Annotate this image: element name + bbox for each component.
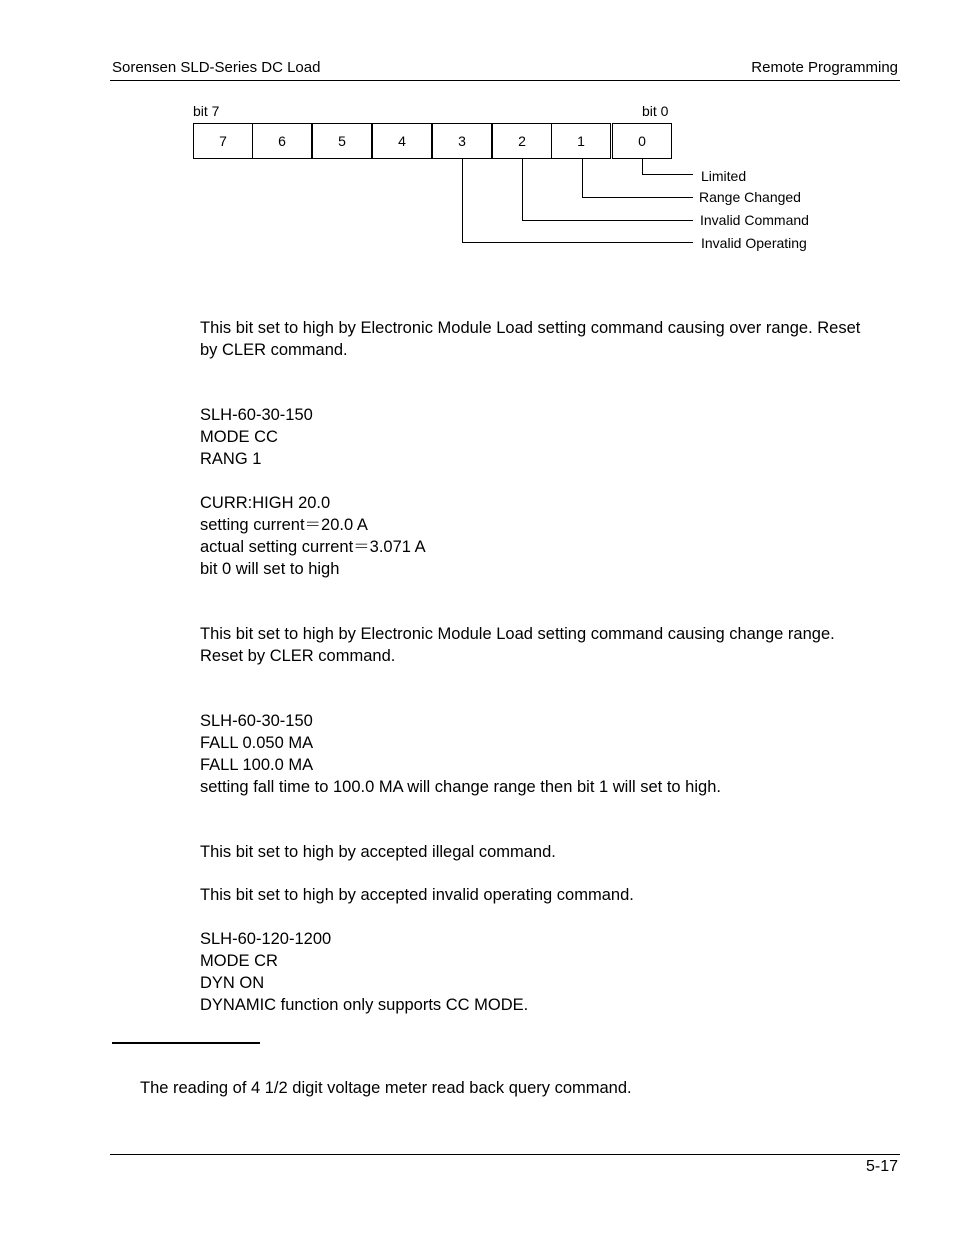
bit-cell-0: 0 bbox=[612, 123, 672, 159]
bit0-label: bit 0 bbox=[642, 103, 669, 119]
invalid-command-description: This bit set to high by accepted illegal command. bbox=[200, 843, 556, 861]
limited-example-result: CURR:HIGH 20.0 setting current＝20.0 A actual setting current＝3.071 A bit 0 will set to high bbox=[200, 494, 426, 578]
bit-cell-2: 2 bbox=[492, 123, 552, 159]
limited-example: SLH-60-30-150 MODE CC RANG 1 bbox=[200, 406, 313, 468]
bit-cell-6: 6 bbox=[252, 123, 312, 159]
bit-cell-1: 1 bbox=[551, 123, 611, 159]
leader-line-bit0 bbox=[643, 159, 694, 175]
header-title: Sorensen SLD-Series DC Load bbox=[112, 59, 321, 76]
leader-line-bit2 bbox=[523, 159, 694, 221]
invalid-operating-description: This bit set to high by accepted invalid operating command. bbox=[200, 886, 634, 904]
limited-description: This bit set to high by Electronic Module Load setting command causing over range. Reset by CLER command. bbox=[200, 319, 861, 359]
leader-line-bit3 bbox=[463, 159, 694, 243]
bit-cell-3: 3 bbox=[432, 123, 492, 159]
invalid-operating-example: SLH-60-120-1200 MODE CR DYN ON DYNAMIC function only supports CC MODE. bbox=[200, 930, 529, 1014]
label-invalid-operating: Invalid Operating bbox=[701, 235, 807, 251]
section-divider bbox=[112, 1042, 260, 1044]
label-range-changed: Range Changed bbox=[699, 189, 801, 205]
leader-line-bit1 bbox=[583, 159, 694, 198]
footer-rule bbox=[110, 1154, 900, 1155]
label-limited: Limited bbox=[701, 168, 747, 184]
range-changed-description: This bit set to high by Electronic Module Load setting command causing change range. Reset by CLER command. bbox=[200, 625, 835, 665]
bit-cell-5: 5 bbox=[312, 123, 372, 159]
bit-cell-7: 7 bbox=[193, 123, 253, 159]
header-section: Remote Programming bbox=[751, 59, 898, 76]
label-invalid-command: Invalid Command bbox=[700, 212, 809, 228]
bit-cell-4: 4 bbox=[372, 123, 432, 159]
bit-leader-lines bbox=[0, 0, 954, 260]
page-number: 5-17 bbox=[865, 1158, 898, 1175]
bit7-label: bit 7 bbox=[193, 103, 220, 119]
range-changed-example: SLH-60-30-150 FALL 0.050 MA FALL 100.0 MA setting fall time to 100.0 MA will change range then bit 1 will set to high. bbox=[200, 712, 721, 796]
voltage-meter-description: The reading of 4 1/2 digit voltage meter read back query command. bbox=[140, 1079, 632, 1097]
